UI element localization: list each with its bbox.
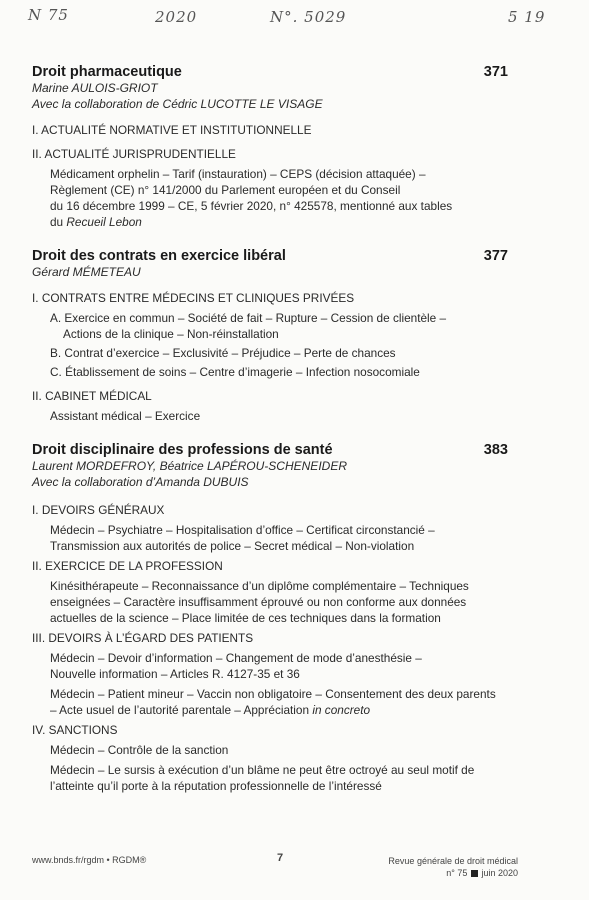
subsection-b [32, 345, 508, 361]
footer-issue [388, 867, 518, 879]
section-heading [32, 248, 508, 264]
part-heading: II. ACTUALITÉ JURISPRUDENTIELLE [32, 147, 236, 161]
table-of-contents [32, 64, 508, 806]
paragraph [32, 650, 508, 682]
italic-fragment: in concreto [312, 703, 371, 717]
text-line: l’atteinte qu’il porte à la réputation professionnelle de l’intéressé [50, 779, 382, 793]
author-line: Marine AULOIS-GRIOT [32, 81, 158, 95]
part-heading: I. ACTUALITÉ NORMATIVE ET INSTITUTIONNELLE [32, 123, 312, 137]
text-line: Nouvelle information – Articles R. 4127-35 et 36 [50, 667, 300, 681]
part-heading: II. EXERCICE DE LA PROFESSION [32, 559, 223, 573]
paragraph [32, 686, 508, 718]
section-title: Droit disciplinaire des professions de santé [32, 442, 333, 458]
paragraph [32, 578, 508, 626]
section-heading [32, 442, 508, 458]
text-line: Kinésithérapeute – Reconnaissance d’un diplôme complémentaire – Techniques [50, 579, 469, 593]
text-line: enseignées – Caractère insuffisamment éprouvé ou non conforme aux données [50, 595, 467, 609]
section-droit-disciplinaire [32, 442, 508, 794]
handwritten-note-year: 2020 [155, 8, 198, 26]
text-line: Médecin – Le sursis à exécution d’un blâme ne peut être octroyé au seul motif de [50, 763, 475, 777]
text-fragment: – Acte usuel de l’autorité parentale – Appréciation [50, 703, 313, 717]
section-page-number: 371 [483, 64, 508, 80]
text-line: Médicament orphelin – Tarif (instauration) – CEPS (décision attaquée) – [50, 167, 426, 181]
text-line: Médecin – Psychiatre – Hospitalisation d’office – Certificat circonstancié – [50, 523, 435, 537]
text-fragment: du [50, 215, 67, 229]
paragraph [32, 762, 508, 794]
subsection-c [32, 364, 508, 380]
text-line: Médecin – Devoir d’information – Changement de mode d’anesthésie – [50, 651, 422, 665]
section-page-number: 383 [483, 442, 508, 458]
part-heading: I. CONTRATS ENTRE MÉDECINS ET CLINIQUES PRIVÉES [32, 291, 355, 305]
footer-journal-name: Revue générale de droit médical [388, 856, 518, 866]
issue-number: n° 75 [446, 868, 468, 878]
text-line: Transmission aux autorités de police – Secret médical – Non-violation [50, 539, 415, 553]
issue-date: juin 2020 [481, 868, 518, 878]
subsection-a [32, 310, 508, 342]
text-line: C. Établissement de soins – Centre d’imagerie – Infection nosocomiale [50, 365, 420, 379]
text-line: du 16 décembre 1999 – CE, 5 février 2020, n° 425578, mentionné aux tables [50, 199, 453, 213]
author-line: Laurent MORDEFROY, Béatrice LAPÉROU-SCHENEIDER [32, 459, 347, 473]
part-heading: I. DEVOIRS GÉNÉRAUX [32, 503, 165, 517]
text-line: Actions de la clinique – Non-réinstallation [63, 327, 279, 341]
text-line [50, 702, 508, 718]
section-title: Droit pharmaceutique [32, 64, 182, 80]
part-heading: II. CABINET MÉDICAL [32, 389, 152, 403]
text-line: Médecin – Patient mineur – Vaccin non obligatoire – Consentement des deux parents [50, 687, 496, 701]
text-line: Médecin – Contrôle de la sanction [50, 743, 229, 757]
paragraph [32, 742, 508, 758]
author-line: Gérard MÉMETEAU [32, 265, 141, 279]
text-line: actuelles de la science – Place limitée de ces techniques dans la formation [50, 611, 441, 625]
text-line: A. Exercice en commun – Société de fait – Rupture – Cession de clientèle – [50, 311, 447, 325]
square-bullet-icon [471, 870, 478, 877]
collaboration-line: Avec la collaboration de Cédric LUCOTTE LE VISAGE [32, 97, 323, 111]
text-line: B. Contrat d’exercice – Exclusivité – Préjudice – Perte de chances [50, 346, 396, 360]
handwritten-note-issue: N 75 [28, 6, 69, 24]
handwritten-note-pages: 5 19 [508, 8, 546, 26]
footer-page-number: 7 [277, 852, 284, 864]
section-heading [32, 64, 508, 80]
collaboration-line: Avec la collaboration d’Amanda DUBUIS [32, 475, 249, 489]
section-page-number: 377 [483, 248, 508, 264]
text-line [50, 214, 508, 230]
part-heading: IV. SANCTIONS [32, 723, 118, 737]
footer-journal-info [388, 855, 518, 879]
footer-website: www.bnds.fr/rgdm • RGDM® [32, 855, 147, 865]
paragraph: Assistant médical – Exercice [50, 409, 201, 423]
part-heading: III. DEVOIRS À L’ÉGARD DES PATIENTS [32, 631, 254, 645]
handwritten-note-number: N°. 5029 [270, 8, 347, 26]
section-title: Droit des contrats en exercice libéral [32, 248, 286, 264]
italic-fragment: Recueil Lebon [66, 215, 142, 229]
section-droit-des-contrats [32, 248, 508, 424]
paragraph [32, 166, 508, 230]
text-line: Règlement (CE) n° 141/2000 du Parlement européen et du Conseil [50, 183, 401, 197]
section-droit-pharmaceutique [32, 64, 508, 230]
paragraph [32, 522, 508, 554]
